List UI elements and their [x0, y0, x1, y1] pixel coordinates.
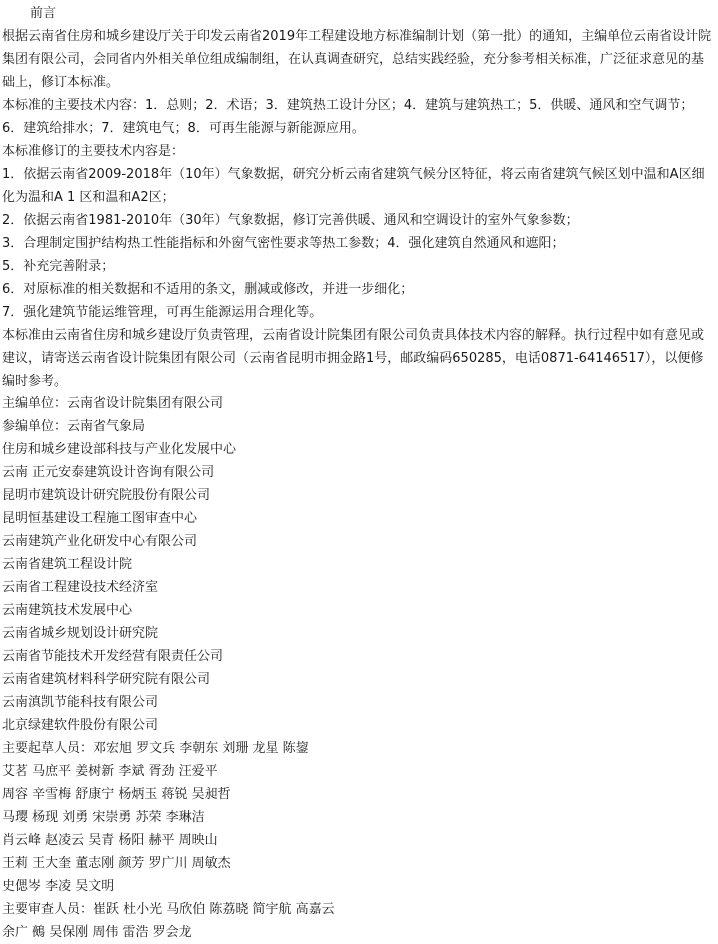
preface-paragraph: 2．依据云南省1981-2010年（30年）气象数据，修订完善供暖、通风和空调设计的室外气象参数； [2, 213, 579, 228]
preface-paragraphs [2, 25, 714, 393]
drafters-list: 艾茗 马庶平 姜树新 李斌 胥劲 汪爱平 [2, 764, 218, 779]
participating-unit: 云南 正元安泰建筑设计咨询有限公司 [2, 465, 215, 480]
preface-paragraph: 7．强化建筑节能运维管理，可再生能源运用合理化等。 [2, 305, 323, 320]
preface-paragraph: 5．补充完善附录； [2, 259, 115, 274]
participating-unit: 云南省建筑材料科学研究院有限公司 [2, 672, 211, 687]
preface-paragraph: 3．合理制定围护结构热工性能指标和外窗气密性要求等热工参数；4．强化建筑自然通风和遮阳； [2, 236, 565, 251]
participating-unit: 云南建筑产业化研发中心有限公司 [2, 534, 198, 549]
participating-unit: 北京绿建软件股份有限公司 [2, 718, 159, 733]
preface-paragraph: 根据云南省住房和城乡建设厅关于印发云南省2019年工程建设地方标准编制计划（第一批）的通知，主编单位云南省设计院集团有限公司，会同省内外相关单位组成编制组，在认真调查研究，总结实践经验，充分参考相关标准，广泛征求意见的基础上，修订本标准。 [2, 29, 712, 90]
drafters-list: 史偲岑 李凌 吴文明 [2, 879, 115, 894]
participating-unit: 云南省工程建设技术经济室 [2, 580, 159, 595]
preface-paragraph: 本标准的主要技术内容：1．总则；2．术语；3．建筑热工设计分区；4．建筑与建筑热工；5．供暖、通风和空气调节；6．建筑给排水；7．建筑电气；8．可再生能源与新能源应用。 [2, 98, 694, 136]
drafters-list: 马璎 杨现 刘勇 宋崇勇 苏荣 李琳洁 [2, 810, 205, 825]
preface-paragraph: 本标准由云南省住房和城乡建设厅负责管理，云南省设计院集团有限公司负责具体技术内容的解释。执行过程中如有意见或建议，请寄送云南省设计院集团有限公司（云南省昆明市拥金路1号，邮政编码650285，电话0871-64146517），以便修编时参考。 [2, 328, 705, 389]
reviewers-list: 主要审查人员：崔跃 杜小光 马欣伯 陈荔晓 简宇航 高嘉云 [2, 902, 335, 917]
chief-editor-unit: 主编单位：云南省设计院集团有限公司 [2, 396, 224, 411]
participating-unit: 云南省节能技术开发经营有限责任公司 [2, 649, 224, 664]
reviewers-list: 余广 鵺 吴保刚 周伟 雷浩 罗会龙 [2, 925, 192, 940]
preface-paragraph: 本标准修订的主要技术内容是： [2, 144, 185, 159]
drafters-list: 肖云峰 赵凌云 吴青 杨阳 赫平 周映山 [2, 833, 218, 848]
drafters-list: 主要起草人员：邓宏旭 罗文兵 李朝东 刘珊 龙星 陈鋆 [2, 741, 309, 756]
drafters-list: 王莉 王大奎 董志刚 颜芳 罗广川 周敏杰 [2, 856, 231, 871]
participating-unit: 昆明市建筑设计研究院股份有限公司 [2, 488, 211, 503]
drafters-list: 周容 辛雪梅 舒康宁 杨炳玉 蒋锐 吴昶哲 [2, 787, 231, 802]
participating-unit: 云南省建筑工程设计院 [2, 557, 133, 572]
participating-unit: 云南建筑技术发展中心 [2, 603, 133, 618]
preface-paragraph: 1．依据云南省2009-2018年（10年）气象数据，研究分析云南省建筑气候分区特征，将云南省建筑气候区划中温和A区细化为温和A 1 区和温和A2区； [2, 167, 705, 205]
participating-unit: 云南滇凯节能科技有限公司 [2, 695, 159, 710]
participating-unit: 云南省城乡规划设计研究院 [2, 626, 159, 641]
page-title: 前言 [30, 6, 57, 21]
organizations-and-personnel [2, 392, 714, 944]
participating-unit: 参编单位：云南省气象局 [2, 419, 146, 434]
participating-unit: 昆明恒基建设工程施工图审查中心 [2, 511, 198, 526]
participating-unit: 住房和城乡建设部科技与产业化发展中心 [2, 442, 237, 457]
preface-paragraph: 6．对原标准的相关数据和不适用的条文，删减或修改，并进一步细化； [2, 282, 414, 297]
